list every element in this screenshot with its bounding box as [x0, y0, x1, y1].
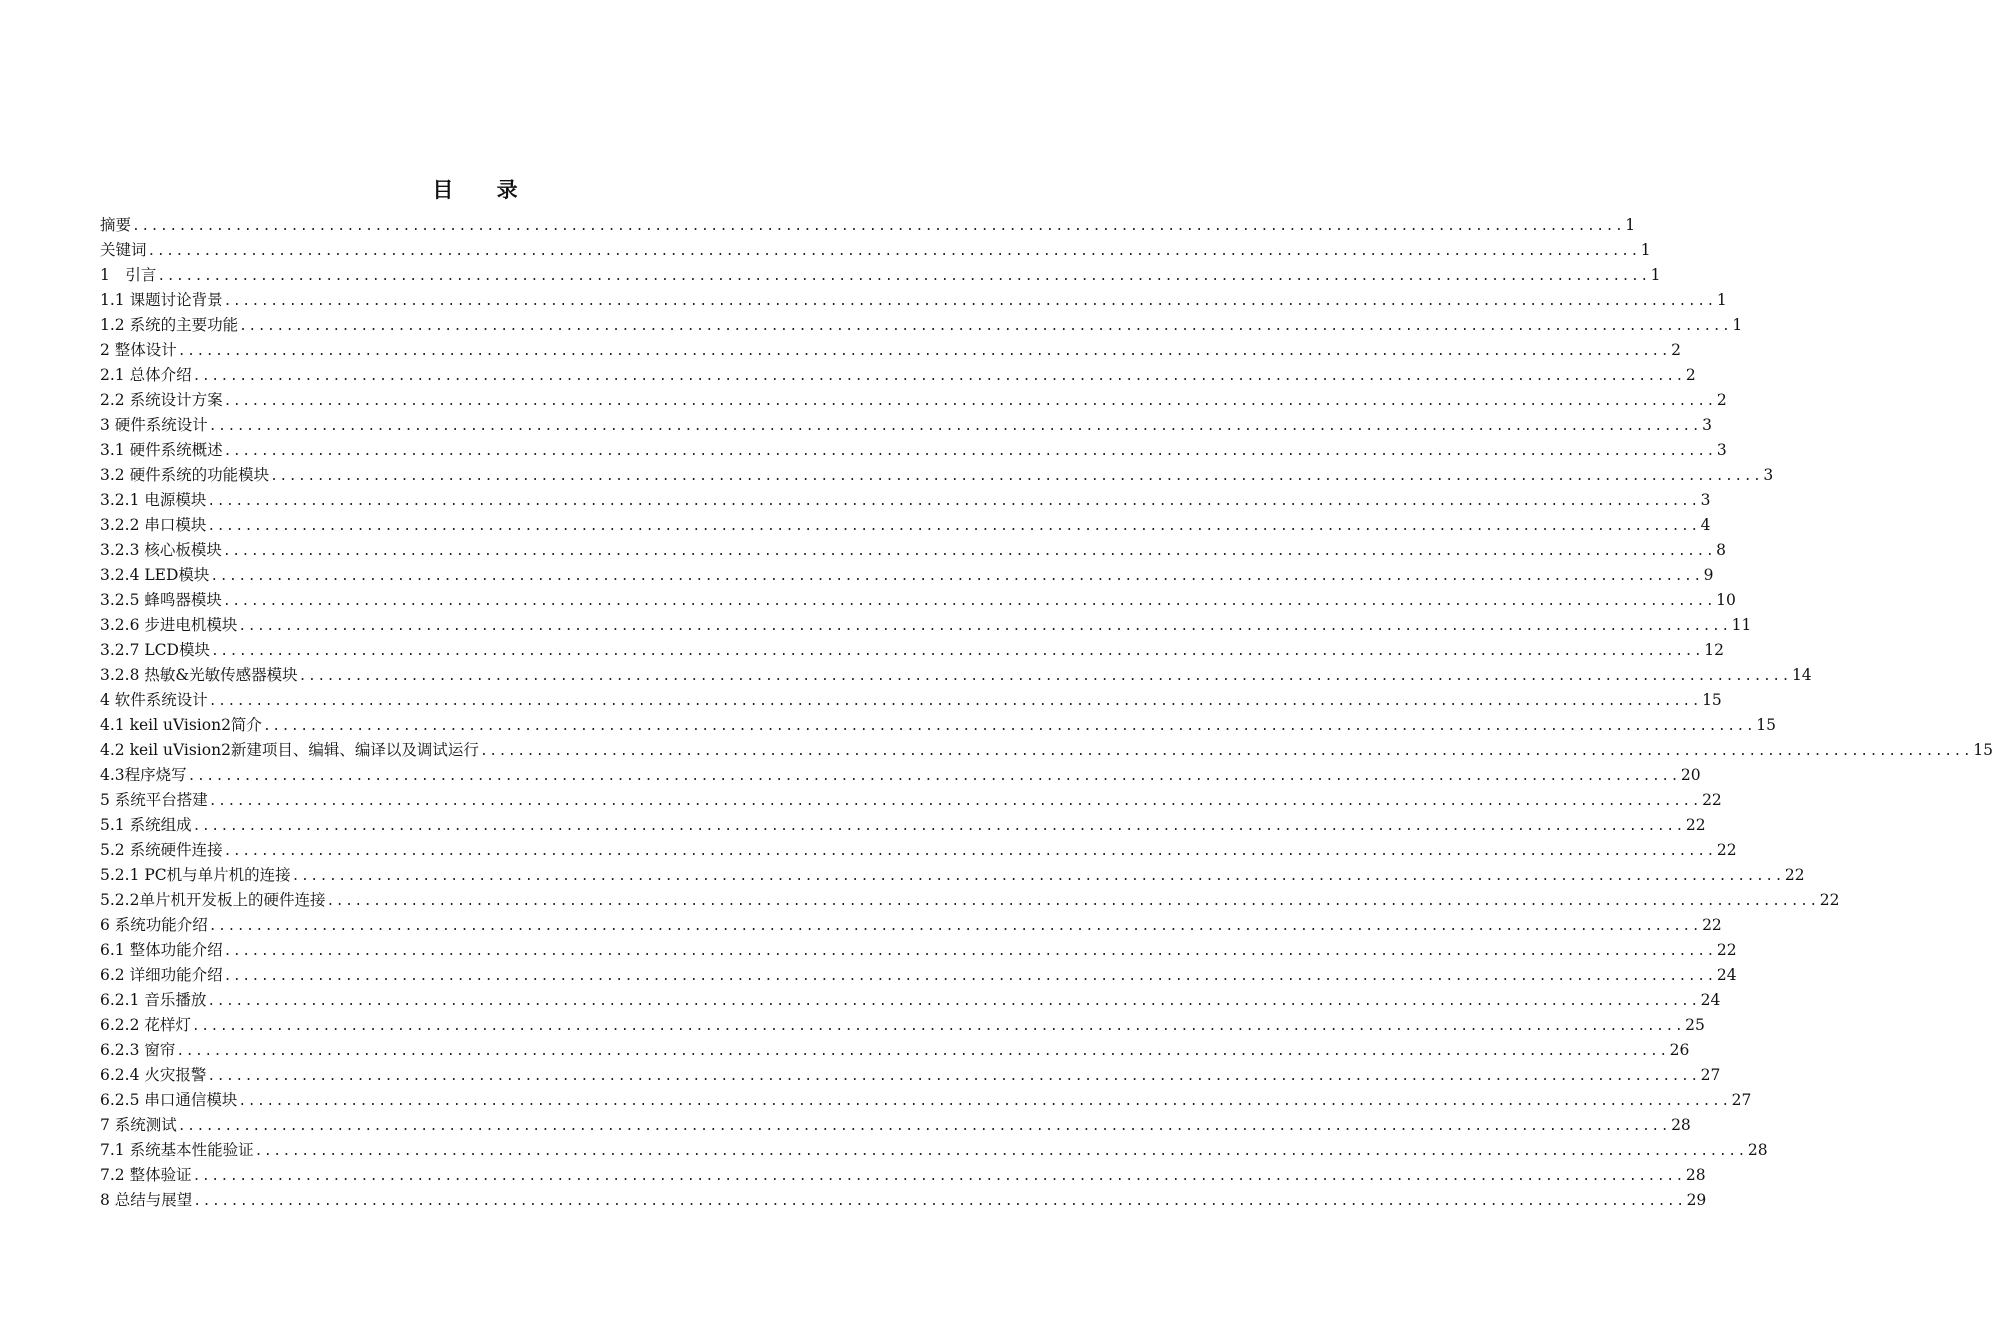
toc-entry[interactable] — [100, 213, 1636, 238]
toc-entry-page-number: 28 — [1685, 1166, 1706, 1184]
toc-entry-label: 7 系统测试 — [100, 1116, 177, 1134]
toc-dot-leader: ................................................................................................................................................................ — [177, 344, 1671, 359]
toc-entry-label: 5.1 系统组成 — [100, 816, 192, 834]
toc-entry-label: 3.2.7 LCD模块 — [100, 641, 210, 659]
toc-dot-leader: ................................................................................................................................................................ — [187, 769, 1680, 784]
toc-entry-label: 1.1 课题讨论背景 — [100, 291, 223, 309]
toc-entry-label: 2 整体设计 — [100, 341, 177, 359]
toc-entry-label: 7.1 系统基本性能验证 — [100, 1141, 254, 1159]
toc-entry[interactable] — [100, 813, 1706, 838]
toc-entry[interactable] — [100, 538, 1727, 563]
toc-entry-label: 6.2.1 音乐播放 — [100, 991, 207, 1009]
toc-entry[interactable] — [100, 1113, 1691, 1138]
toc-entry-page-number: 14 — [1791, 666, 1812, 684]
toc-dot-leader: ................................................................................................................................................................ — [147, 244, 1640, 259]
toc-entry[interactable] — [100, 638, 1724, 663]
toc-dot-leader: ................................................................................................................................................................ — [208, 794, 1702, 809]
toc-entry[interactable] — [100, 938, 1737, 963]
toc-entry-page-number: 1 — [1640, 241, 1651, 259]
toc-entry-page-number: 15 — [1702, 691, 1722, 709]
toc-entry[interactable] — [100, 313, 1743, 338]
toc-entry[interactable] — [100, 238, 1651, 263]
toc-dot-leader: ................................................................................................................................................................ — [176, 1044, 1669, 1059]
toc-entry-label: 5 系统平台搭建 — [100, 791, 208, 809]
toc-entry-page-number: 26 — [1669, 1041, 1690, 1059]
toc-dot-leader: ................................................................................................................................................................ — [222, 544, 1716, 559]
toc-dot-leader: ................................................................................................................................................................ — [479, 744, 1973, 759]
toc-dot-leader: ................................................................................................................................................................ — [192, 1169, 1685, 1184]
toc-dot-leader: ................................................................................................................................................................ — [262, 719, 1756, 734]
toc-entry-label: 6.2.2 花样灯 — [100, 1016, 191, 1034]
toc-entry[interactable] — [100, 838, 1737, 863]
toc-entry-page-number: 2 — [1671, 341, 1681, 359]
toc-entry-label: 3.2.2 串口模块 — [100, 516, 207, 534]
toc-entry[interactable] — [100, 763, 1701, 788]
toc-entry-page-number: 28 — [1747, 1141, 1768, 1159]
toc-entry-label: 5.2.1 PC机与单片机的连接 — [100, 866, 291, 884]
toc-entry-label: 3.2.5 蜂鸣器模块 — [100, 591, 222, 609]
toc-title: 目 录 — [432, 178, 536, 202]
toc-entry-label: 1.2 系统的主要功能 — [100, 316, 239, 334]
toc-dot-leader: ................................................................................................................................................................ — [207, 519, 1700, 534]
toc-entry-label: 1 引言 — [100, 266, 157, 284]
toc-entry-label: 3.2.3 核心板模块 — [100, 541, 222, 559]
toc-entry-label: 6.2 详细功能介绍 — [100, 966, 223, 984]
toc-entry[interactable] — [100, 488, 1711, 513]
toc-dot-leader: ................................................................................................................................................................ — [223, 844, 1716, 859]
toc-entry-label: 4.1 keil uVision2简介 — [100, 716, 262, 734]
toc-entry-label: 7.2 整体验证 — [100, 1166, 192, 1184]
toc-entry-page-number: 27 — [1731, 1091, 1752, 1109]
toc-entry-page-number: 22 — [1702, 916, 1722, 934]
toc-entry-page-number: 29 — [1686, 1191, 1707, 1209]
toc-list — [100, 213, 1993, 1213]
toc-dot-leader: ................................................................................................................................................................ — [239, 319, 1732, 334]
toc-entry-label: 4.3程序烧写 — [100, 766, 187, 784]
toc-entry-page-number: 22 — [1716, 941, 1737, 959]
toc-entry-page-number: 2 — [1716, 391, 1727, 409]
toc-entry[interactable] — [100, 288, 1727, 313]
toc-entry-page-number: 22 — [1716, 841, 1737, 859]
toc-entry-page-number: 4 — [1700, 516, 1711, 534]
toc-entry-label: 3.1 硬件系统概述 — [100, 441, 223, 459]
toc-entry-page-number: 22 — [1819, 891, 1840, 909]
toc-entry-label: 3.2.4 LED模块 — [100, 566, 210, 584]
toc-dot-leader: ................................................................................................................................................................ — [223, 969, 1716, 984]
toc-entry-page-number: 10 — [1716, 591, 1736, 609]
toc-entry[interactable] — [100, 1013, 1705, 1038]
toc-dot-leader: ................................................................................................................................................................ — [326, 894, 1819, 909]
toc-entry-label: 8 总结与展望 — [100, 1191, 193, 1209]
toc-entry-label: 4.2 keil uVision2新建项目、编辑、编译以及调试运行 — [100, 741, 479, 759]
toc-entry-page-number: 1 — [1716, 291, 1727, 309]
toc-entry-page-number: 3 — [1763, 466, 1774, 484]
toc-entry-page-number: 22 — [1702, 791, 1722, 809]
toc-entry-label: 摘要 — [100, 216, 132, 234]
toc-dot-leader: ................................................................................................................................................................ — [223, 394, 1716, 409]
toc-entry-page-number: 24 — [1700, 991, 1721, 1009]
toc-dot-leader: ................................................................................................................................................................ — [191, 1019, 1685, 1034]
toc-dot-leader: ................................................................................................................................................................ — [223, 444, 1716, 459]
toc-dot-leader: ................................................................................................................................................................ — [238, 619, 1731, 634]
toc-entry-label: 2.1 总体介绍 — [100, 366, 192, 384]
toc-dot-leader: ................................................................................................................................................................ — [207, 994, 1700, 1009]
toc-dot-leader: ................................................................................................................................................................ — [132, 219, 1625, 234]
toc-entry-label: 6.2.5 串口通信模块 — [100, 1091, 238, 1109]
toc-entry-label: 3.2.6 步进电机模块 — [100, 616, 238, 634]
toc-entry-page-number: 22 — [1685, 816, 1706, 834]
toc-entry-page-number: 1 — [1732, 316, 1743, 334]
toc-entry-label: 5.2 系统硬件连接 — [100, 841, 223, 859]
toc-entry-page-number: 12 — [1704, 641, 1724, 659]
toc-entry-page-number: 22 — [1784, 866, 1805, 884]
toc-entry-label: 6.1 整体功能介绍 — [100, 941, 223, 959]
toc-entry[interactable] — [100, 513, 1711, 538]
toc-entry-label: 6.2.3 窗帘 — [100, 1041, 176, 1059]
toc-entry[interactable] — [100, 563, 1714, 588]
toc-dot-leader: ................................................................................................................................................................ — [223, 294, 1716, 309]
toc-entry-page-number: 20 — [1680, 766, 1701, 784]
toc-entry[interactable] — [100, 863, 1805, 888]
toc-entry[interactable] — [100, 713, 1776, 738]
toc-entry[interactable] — [100, 1188, 1707, 1213]
toc-entry[interactable] — [100, 413, 1712, 438]
toc-entry[interactable] — [100, 988, 1721, 1013]
toc-entry[interactable] — [100, 363, 1696, 388]
toc-entry[interactable] — [100, 913, 1722, 938]
toc-entry-page-number: 1 — [1625, 216, 1636, 234]
toc-entry-page-number: 28 — [1671, 1116, 1691, 1134]
toc-dot-leader: ................................................................................................................................................................ — [223, 944, 1716, 959]
toc-dot-leader: ................................................................................................................................................................ — [157, 269, 1650, 284]
toc-entry[interactable] — [100, 663, 1812, 688]
toc-entry[interactable] — [100, 1038, 1690, 1063]
toc-dot-leader: ................................................................................................................................................................ — [210, 644, 1704, 659]
toc-dot-leader: ................................................................................................................................................................ — [254, 1144, 1747, 1159]
toc-entry[interactable] — [100, 463, 1774, 488]
toc-entry[interactable] — [100, 688, 1722, 713]
toc-entry[interactable] — [100, 588, 1736, 613]
toc-entry-page-number: 9 — [1703, 566, 1714, 584]
toc-entry[interactable] — [100, 438, 1727, 463]
toc-dot-leader: ................................................................................................................................................................ — [291, 869, 1784, 884]
toc-entry[interactable] — [100, 1163, 1706, 1188]
toc-dot-leader: ................................................................................................................................................................ — [207, 494, 1700, 509]
toc-entry-page-number: 3 — [1702, 416, 1712, 434]
toc-dot-leader: ................................................................................................................................................................ — [208, 419, 1702, 434]
toc-entry-page-number: 2 — [1685, 366, 1696, 384]
toc-dot-leader: ................................................................................................................................................................ — [192, 369, 1685, 384]
toc-entry[interactable] — [100, 1138, 1768, 1163]
toc-entry-page-number: 1 — [1650, 266, 1661, 284]
toc-entry[interactable] — [100, 888, 1840, 913]
toc-entry[interactable] — [100, 1063, 1721, 1088]
toc-entry-label: 3.2 硬件系统的功能模块 — [100, 466, 270, 484]
toc-entry-page-number: 3 — [1716, 441, 1727, 459]
toc-entry[interactable] — [100, 388, 1727, 413]
toc-entry-page-number: 15 — [1756, 716, 1776, 734]
toc-entry[interactable] — [100, 788, 1722, 813]
toc-entry-label: 5.2.2单片机开发板上的硬件连接 — [100, 891, 326, 909]
toc-entry-page-number: 27 — [1700, 1066, 1721, 1084]
toc-entry-label: 3.2.8 热敏&光敏传感器模块 — [100, 666, 298, 684]
toc-entry-page-number: 15 — [1973, 741, 1993, 759]
toc-entry[interactable] — [100, 338, 1681, 363]
toc-entry-page-number: 24 — [1716, 966, 1737, 984]
toc-entry-label: 6 系统功能介绍 — [100, 916, 208, 934]
toc-dot-leader: ................................................................................................................................................................ — [208, 694, 1702, 709]
toc-dot-leader: ................................................................................................................................................................ — [222, 594, 1716, 609]
toc-entry-label: 3 硬件系统设计 — [100, 416, 208, 434]
toc-dot-leader: ................................................................................................................................................................ — [270, 469, 1763, 484]
toc-dot-leader: ................................................................................................................................................................ — [207, 1069, 1700, 1084]
toc-entry-label: 6.2.4 火灾报警 — [100, 1066, 207, 1084]
toc-entry-page-number: 8 — [1716, 541, 1727, 559]
toc-entry-page-number: 11 — [1731, 616, 1752, 634]
toc-dot-leader: ................................................................................................................................................................ — [193, 1194, 1686, 1209]
toc-entry-page-number: 25 — [1685, 1016, 1705, 1034]
toc-entry-label: 3.2.1 电源模块 — [100, 491, 207, 509]
toc-entry[interactable] — [100, 1088, 1752, 1113]
toc-dot-leader: ................................................................................................................................................................ — [210, 569, 1703, 584]
toc-entry-label: 2.2 系统设计方案 — [100, 391, 223, 409]
toc-dot-leader: ................................................................................................................................................................ — [177, 1119, 1671, 1134]
toc-entry-label: 关键词 — [100, 241, 147, 259]
toc-dot-leader: ................................................................................................................................................................ — [298, 669, 1791, 684]
toc-dot-leader: ................................................................................................................................................................ — [208, 919, 1702, 934]
toc-entry[interactable] — [100, 263, 1661, 288]
toc-entry[interactable] — [100, 963, 1737, 988]
toc-entry-page-number: 3 — [1700, 491, 1711, 509]
toc-dot-leader: ................................................................................................................................................................ — [238, 1094, 1731, 1109]
toc-entry[interactable] — [100, 738, 1993, 763]
toc-entry-label: 4 软件系统设计 — [100, 691, 208, 709]
toc-dot-leader: ................................................................................................................................................................ — [192, 819, 1685, 834]
toc-entry[interactable] — [100, 613, 1752, 638]
